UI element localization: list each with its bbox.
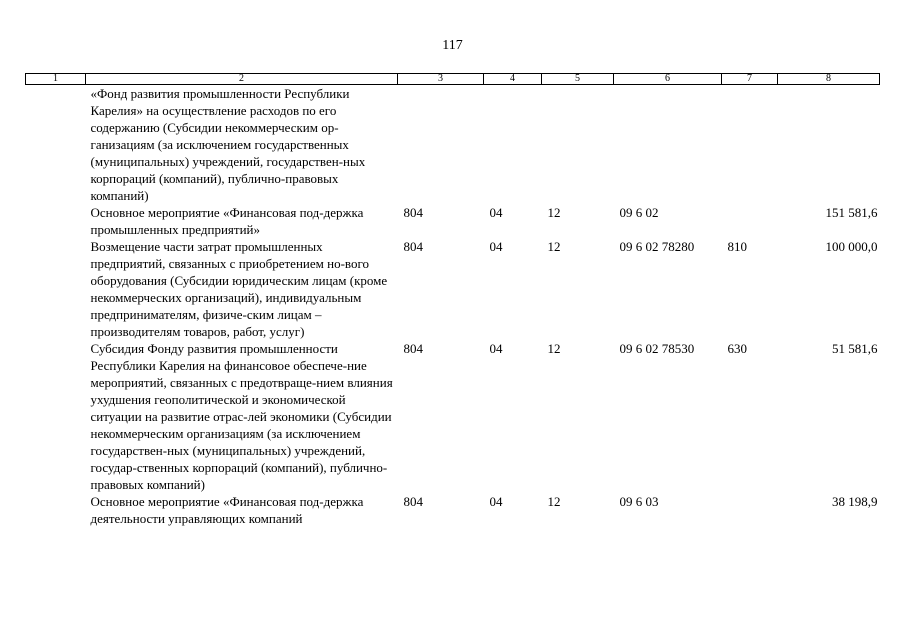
column-header: 7 xyxy=(722,74,778,85)
target-article-code: 09 6 02 xyxy=(619,205,659,220)
column-header: 6 xyxy=(614,74,722,85)
section-code: 04 xyxy=(489,205,503,220)
column-header: 3 xyxy=(398,74,484,85)
admin-code: 804 xyxy=(403,341,423,356)
subsection-code: 12 xyxy=(547,205,561,220)
target-article-code xyxy=(614,85,722,205)
amount: 151 581,6 xyxy=(825,205,878,220)
row-index-cell xyxy=(26,493,86,527)
column-header: 1 xyxy=(26,74,86,85)
expense-type-code: 630 xyxy=(727,341,747,356)
subsection-code xyxy=(542,85,614,205)
admin-code: 804 xyxy=(403,205,423,220)
section-code: 04 xyxy=(489,341,503,356)
row-index-cell xyxy=(26,238,86,340)
table-row xyxy=(26,85,880,205)
row-description: «Фонд развития промышленности Республики Карелия» на осуществление расходов по его содержанию (Субсидии некоммерческим ор-ганизациям (за исключением государственных (муниципальных) учреждений, государствен-ных корпораций (компаний), публично-правовых компаний) xyxy=(90,86,366,203)
target-article-code: 09 6 02 78280 xyxy=(619,239,695,254)
row-description: Основное мероприятие «Финансовая под-держка деятельности управляющих компаний xyxy=(90,494,364,526)
row-index-cell xyxy=(26,204,86,238)
row-description: Основное мероприятие «Финансовая под-держка промышленных предприятий» xyxy=(90,205,364,237)
table-row xyxy=(26,493,880,527)
amount xyxy=(778,85,880,205)
amount: 51 581,6 xyxy=(832,341,878,356)
subsection-code: 12 xyxy=(547,341,561,356)
expense-type-code: 810 xyxy=(727,239,747,254)
amount: 38 198,9 xyxy=(832,494,878,509)
column-number-header-row xyxy=(26,74,880,85)
table-row xyxy=(26,204,880,238)
expense-type-code xyxy=(722,204,778,238)
column-header: 2 xyxy=(86,74,398,85)
budget-table xyxy=(25,73,880,527)
section-code: 04 xyxy=(489,239,503,254)
admin-code: 804 xyxy=(403,494,423,509)
subsection-code: 12 xyxy=(547,239,561,254)
column-header: 8 xyxy=(778,74,880,85)
section-code: 04 xyxy=(489,494,503,509)
row-description: Субсидия Фонду развития промышленности Республики Карелия на финансовое обеспече-ние мероприятий, связанных с предотвраще-нием влияния ухудшения геополитической и экономической ситуации на развитие отрас-лей экономики (Субсидии некоммерческим организациям (за исключением государствен-ных (муниципальных) учреждений, государ-ственных корпораций (компаний), публично-правовых компаний) xyxy=(90,341,393,492)
table-row xyxy=(26,238,880,340)
expense-type-code xyxy=(722,493,778,527)
table-row xyxy=(26,340,880,493)
admin-code: 804 xyxy=(403,239,423,254)
expense-type-code xyxy=(722,85,778,205)
page-number: 117 xyxy=(442,38,463,53)
target-article-code: 09 6 02 78530 xyxy=(619,341,695,356)
section-code xyxy=(484,85,542,205)
row-index-cell xyxy=(26,340,86,493)
row-index-cell xyxy=(26,85,86,205)
admin-code xyxy=(398,85,484,205)
column-header: 4 xyxy=(484,74,542,85)
subsection-code: 12 xyxy=(547,494,561,509)
row-description: Возмещение части затрат промышленных предприятий, связанных с приобретением но-вого оборудования (Субсидии юридическим лицам (кроме некоммерческих организаций), индивидуальным предпринимателям, физиче-ским лицам – производителям товаров, работ, услуг) xyxy=(90,239,388,339)
amount: 100 000,0 xyxy=(825,239,878,254)
target-article-code: 09 6 03 xyxy=(619,494,659,509)
column-header: 5 xyxy=(542,74,614,85)
